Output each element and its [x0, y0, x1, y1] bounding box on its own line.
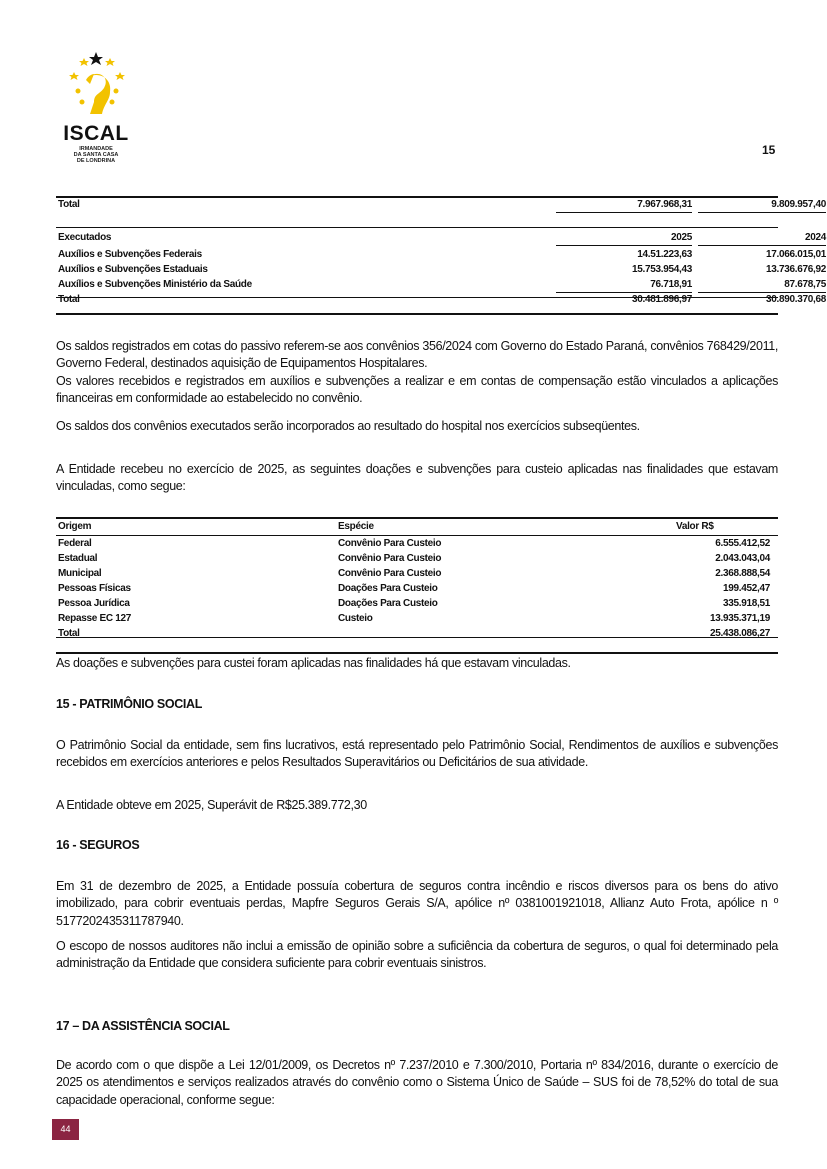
- table-row: [56, 581, 778, 596]
- table1-total-2024: 9.809.957,40: [698, 197, 826, 213]
- table3-header-especie: Espécie: [338, 521, 374, 532]
- logo-name: ISCAL: [63, 122, 129, 145]
- page-number: 15: [762, 143, 776, 157]
- iscal-logo: [54, 50, 138, 174]
- table1-total-label: Total: [58, 199, 80, 210]
- table3-row-valor: 2.043.043,04: [715, 553, 770, 564]
- section-17-heading: 17 – DA ASSISTÊNCIA SOCIAL: [56, 1019, 230, 1033]
- table3-header-row: [56, 519, 778, 534]
- paragraph-doacoes: A Entidade recebeu no exercício de 2025, as seguintes doações e subvenções para custeio aplicadas nas finalidades que estavam vinculadas, como segue:: [56, 462, 778, 494]
- paragraph-after-table: As doações e subvenções para custei foram aplicadas nas finalidades há que estavam vinculadas.: [56, 656, 571, 670]
- table-row: [56, 566, 778, 581]
- table3-row-valor: 335.918,51: [722, 598, 770, 609]
- table3-header-origem: Origem: [58, 521, 92, 532]
- table2: [56, 230, 826, 307]
- table2-header-2024: 2024: [698, 230, 826, 246]
- table3-total-valor: 25.438.086,27: [709, 628, 770, 639]
- table2-total-2025: 30.481.896,97: [631, 294, 692, 305]
- table-row: [56, 262, 826, 277]
- table2-total-label: Total: [58, 294, 80, 305]
- section-16-escopo: O escopo de nossos auditores não inclui a emissão de opinião sobre a suficiência da cobertura de seguros, o qual foi determinado pela administração da Entidade que considera suficiente para cobrir eventuais sinistros.: [56, 939, 778, 971]
- table3-header-rule: [56, 535, 778, 536]
- table3-total-row: [56, 626, 778, 641]
- table-row: [56, 551, 778, 566]
- table3-row-especie: Doações Para Custeio: [338, 598, 438, 609]
- logo-subtitle-2: DA SANTA CASA: [73, 152, 119, 158]
- table2-header-row: [56, 230, 826, 245]
- section-15-paragraph: O Patrimônio Social da entidade, sem fins lucrativos, está representado pelo Patrimônio Social, Rendimentos de auxílios e subvenções recebidos em exercícios anteriores e pelos Resultados Superavitários ou Deficitários de sua atividade.: [56, 738, 778, 770]
- table2-row-label: Auxílios e Subvenções Ministério da Saúde: [58, 279, 252, 290]
- logo-subtitle-1: IRMANDADE: [79, 146, 113, 152]
- table2-header-label: Executados: [58, 232, 112, 243]
- logo-subtitle-3: DE LONDRINA: [76, 158, 116, 164]
- table3-row-origem: Municipal: [58, 568, 102, 579]
- table3-row-especie: Convênio Para Custeio: [338, 538, 442, 549]
- table3-row-origem: Estadual: [58, 553, 98, 564]
- table3-row-origem: Repasse EC 127: [58, 613, 132, 624]
- section-16-heading: 16 - SEGUROS: [56, 838, 140, 852]
- table2-total-top-rule: [56, 297, 778, 298]
- table2-header-2025: 2025: [556, 230, 692, 246]
- table3-row-especie: Convênio Para Custeio: [338, 568, 442, 579]
- table2-row-2024: 17.066.015,01: [765, 249, 826, 260]
- table2-row-2025: 76.718,91: [556, 277, 692, 293]
- section-15-heading: 15 - PATRIMÔNIO SOCIAL: [56, 697, 203, 711]
- table-row: [56, 277, 826, 292]
- table3-row-valor: 13.935.371,19: [709, 613, 770, 624]
- section-16-paragraph: Em 31 de dezembro de 2025, a Entidade possuía cobertura de seguros contra incêndio e riscos diversos para os bens do ativo imobilizado, para cobrir eventuais perdas, Mapfre Seguros Gerais S/A, apólice nº 0381001921018, Allianz Auto Frota, apólice n º 5177202435311787940.: [56, 879, 778, 928]
- table2-row-2024: 13.736.676,92: [765, 264, 826, 275]
- table3-row-especie: Convênio Para Custeio: [338, 553, 442, 564]
- section-17-paragraph: De acordo com o que dispõe a Lei 12/01/2009, os Decretos nº 7.237/2010 e 7.300/2010, Portaria nº 834/2016, durante o exercício de 2025 os atendimentos e serviços realizados através do convênio como o Sistema Único de Saúde – SUS foi de 78,52% do total de sua capacidade operacional, conforme segue:: [56, 1058, 778, 1107]
- table2-row-2025: 14.51.223,63: [637, 249, 692, 260]
- table2-total-2024: 30.890.370,68: [765, 294, 826, 305]
- table3-row-origem: Pessoas Físicas: [58, 583, 131, 594]
- table3-row-especie: Doações Para Custeio: [338, 583, 438, 594]
- table3-total-rule: [56, 637, 778, 638]
- table1: [56, 197, 826, 212]
- table2-row-label: Auxílios e Subvenções Estaduais: [58, 264, 208, 275]
- footer-page-badge: 44: [52, 1119, 79, 1140]
- table2-row-2025: 15.753.954,43: [631, 264, 692, 275]
- table3-row-origem: Federal: [58, 538, 92, 549]
- table3-row-origem: Pessoa Jurídica: [58, 598, 130, 609]
- table-row: [56, 536, 778, 551]
- table3-total-label: Total: [58, 628, 80, 639]
- table3-row-especie: Custeio: [338, 613, 373, 624]
- table2-row-label: Auxílios e Subvenções Federais: [58, 249, 202, 260]
- table2-top-rule: [56, 227, 778, 228]
- table1-total-row: [56, 197, 826, 212]
- table3-row-valor: 6.555.412,52: [715, 538, 770, 549]
- table3-bottom-rule: [56, 652, 778, 654]
- table3-row-valor: 2.368.888,54: [715, 568, 770, 579]
- table3-row-valor: 199.452,47: [722, 583, 770, 594]
- table2-row-2024: 87.678,75: [698, 277, 826, 293]
- section-15-superavit: A Entidade obteve em 2025, Superávit de R$25.389.772,30: [56, 798, 367, 812]
- paragraph-saldos: Os saldos dos convênios executados serão incorporados ao resultado do hospital nos exercícios subseqüentes.: [56, 419, 640, 433]
- paragraph-convenios: Os saldos registrados em cotas do passivo referem-se aos convênios 356/2024 com Governo do Estado Paraná, convênios 768429/2011, Governo Federal, destinados aquisição de Equipamentos Hospitalares.: [56, 339, 778, 371]
- table-row: [56, 247, 826, 262]
- table-row: [56, 596, 778, 611]
- paragraph-valores: Os valores recebidos e registrados em auxílios e subvenções a realizar e em contas de compensação estão vinculados a aplicações financeiras em conformidade ao estabelecido no convênio.: [56, 374, 778, 406]
- table3-header-valor: Valor R$: [676, 521, 714, 532]
- logo-emblem-icon: [54, 50, 138, 122]
- table2-bottom-rule: [56, 313, 778, 315]
- table-row: [56, 611, 778, 626]
- table2-total-row: [56, 292, 826, 307]
- table1-total-2025: 7.967.968,31: [556, 197, 692, 213]
- table3: [56, 519, 778, 641]
